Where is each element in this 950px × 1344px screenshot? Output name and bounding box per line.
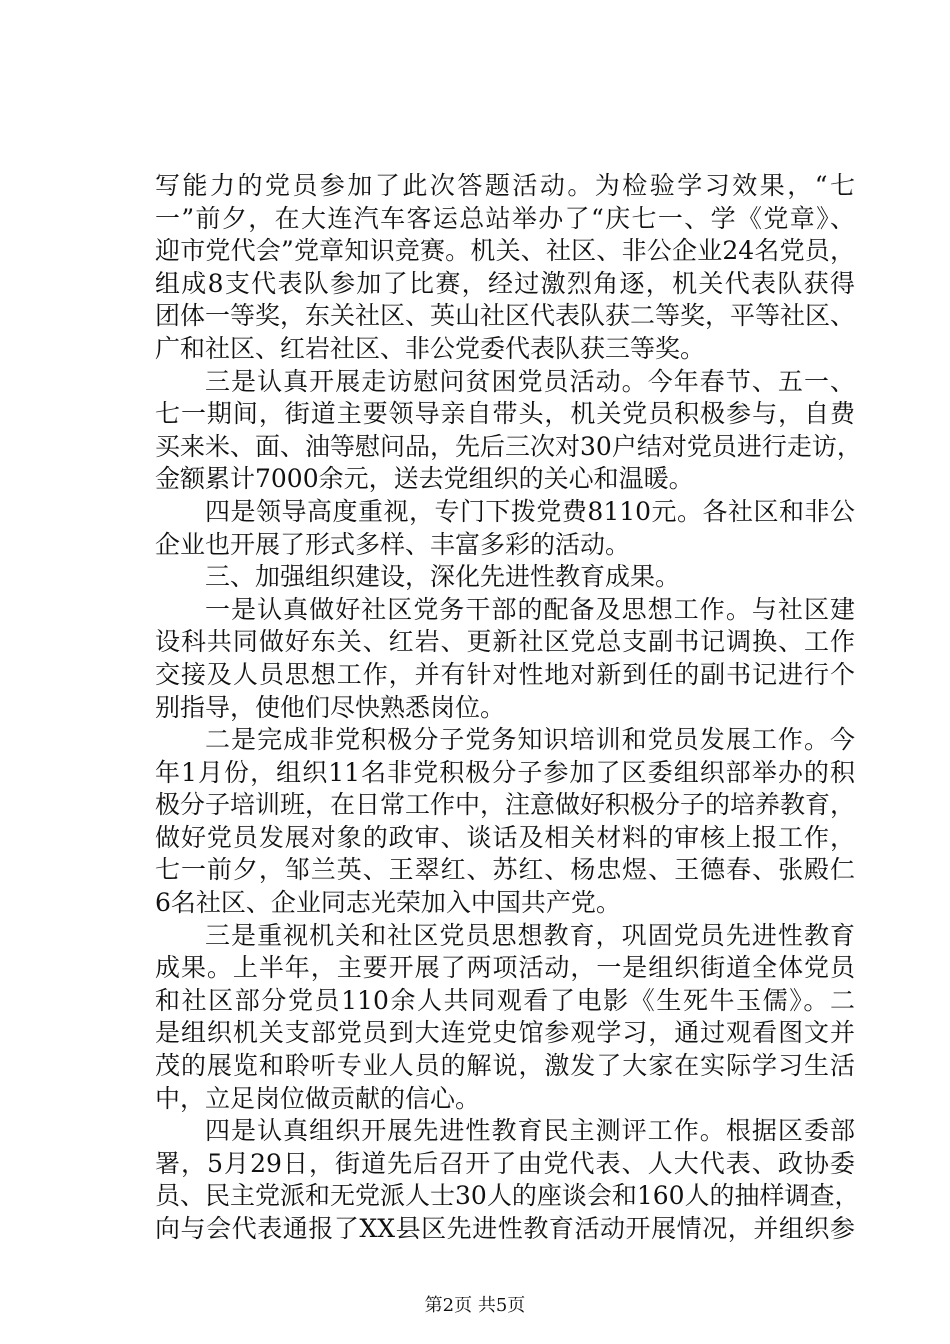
text-line: 6名社区、企业同志光荣加入中国共产党。 [155, 888, 621, 918]
text-line: 署，5月29日，街道先后召开了由党代表、人大代表、政协委 [155, 1148, 855, 1178]
text-line: 做好党员发展对象的政审、谈话及相关材料的审核上报工作， [155, 822, 855, 852]
text-line: 广和社区、红岩社区、非公党委代表队获三等奖。 [155, 333, 706, 363]
text-line: 三、加强组织建设，深化先进性教育成果。 [205, 562, 681, 592]
text-line: 组成8支代表队参加了比赛，经过激烈角逐，机关代表队获得 [155, 268, 855, 298]
text-line: 年1月份，组织11名非党积极分子参加了区委组织部举办的积 [155, 757, 855, 787]
text-line: 金额累计7000余元，送去党组织的关心和温暖。 [155, 464, 694, 494]
text-line: 一是认真做好社区党务干部的配备及思想工作。与社区建 [205, 594, 855, 624]
text-line: 向与会代表通报了XX县区先进性教育活动开展情况，并组织参 [155, 1214, 855, 1243]
text-line: 一”前夕，在大连汽车客运总站举办了“庆七一、学《党章》、 [155, 203, 855, 233]
text-line: 交接及人员思想工作，并有针对性地对新到任的副书记进行个 [155, 659, 855, 689]
text-line: 二是完成非党积极分子党务知识培训和党员发展工作。今 [205, 725, 855, 755]
text-line: 四是认真组织开展先进性教育民主测评工作。根据区委部 [205, 1116, 855, 1146]
text-line: 是组织机关支部党员到大连党史馆参观学习，通过观看图文并 [155, 1018, 855, 1048]
text-line: 四是领导高度重视，专门下拨党费8110元。各社区和非公 [205, 496, 855, 526]
text-line: 七一前夕，邹兰英、王翠红、苏红、杨忠煜、王德春、张殿仁 [155, 855, 855, 885]
text-line: 三是认真开展走访慰问贫困党员活动。今年春节、五一、 [205, 366, 855, 396]
text-line: 极分子培训班，在日常工作中，注意做好积极分子的培养教育， [155, 790, 856, 820]
text-line: 三是重视机关和社区党员思想教育，巩固党员先进性教育 [205, 920, 855, 950]
text-line: 员、民主党派和无党派人士30人的座谈会和160人的抽样调查， [155, 1181, 860, 1211]
text-line: 成果。上半年，主要开展了两项活动，一是组织街道全体党员 [155, 953, 855, 983]
text-line: 设科共同做好东关、红岩、更新社区党总支副书记调换、工作 [155, 627, 855, 657]
page-footer: 第2页 共5页 [424, 1295, 526, 1316]
text-line: 迎市党代会”党章知识竞赛。机关、社区、非公企业24名党员， [155, 236, 855, 266]
text-line: 和社区部分党员110余人共同观看了电影《生死牛玉儒》。二 [155, 985, 855, 1015]
text-line: 团体一等奖，东关社区、英山社区代表队获二等奖，平等社区、 [155, 301, 856, 331]
text-line: 别指导，使他们尽快熟悉岗位。 [155, 692, 506, 722]
text-line: 写能力的党员参加了此次答题活动。为检验学习效果，“七 [155, 171, 855, 200]
document-body [155, 170, 862, 1246]
text-line: 七一期间，街道主要领导亲自带头，机关党员积极参与，自费 [155, 399, 855, 429]
text-line: 买来米、面、油等慰问品，先后三次对30户结对党员进行走访， [155, 431, 862, 461]
text-line: 中，立足岗位做贡献的信心。 [155, 1083, 481, 1113]
text-line: 茂的展览和聆听专业人员的解说，激发了大家在实际学习生活 [155, 1051, 855, 1081]
text-line: 企业也开展了形式多样、丰富多彩的活动。 [155, 529, 631, 559]
